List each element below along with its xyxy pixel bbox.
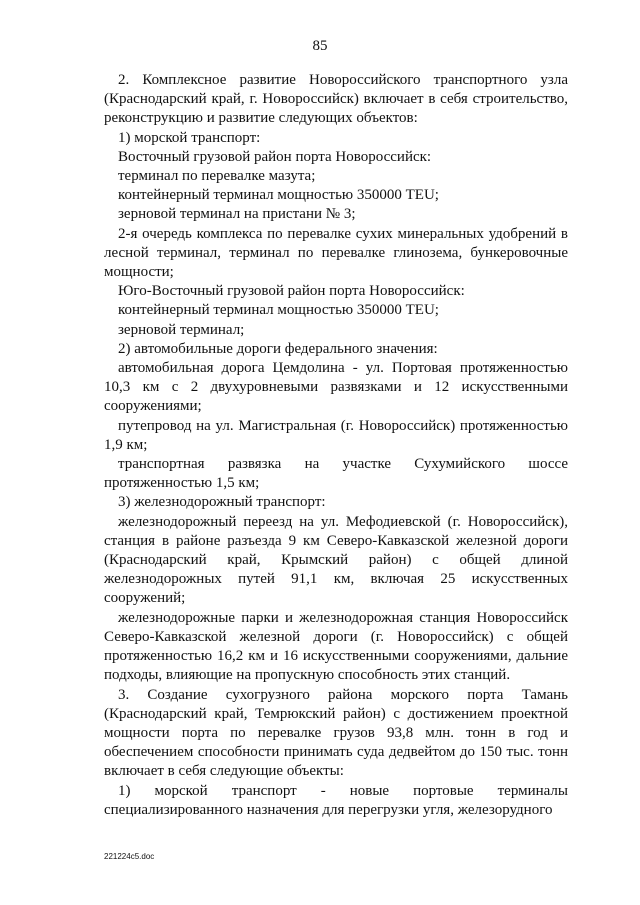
paragraph: 2. Комплексное развитие Новороссийского транспортного узла (Краснодарский край, г. Новороссийск) включает в себя строительство, реконструкцию и развитие следующих объектов:: [104, 72, 568, 127]
paragraph: железнодорожные парки и железнодорожная станция Новороссийск Северо-Кавказской железной дороги (г. Новороссийск) с общей протяженностью 16,2 км и 16 искусственными сооружениями, дальние подходы, влияющие на пропускную способность этих станций.: [104, 609, 568, 684]
paragraph: 2-я очередь комплекса по перевалке сухих минеральных удобрений в лесной терминал, терминал по перевалке глинозема, бункеровочные мощности;: [104, 225, 568, 281]
paragraph: путепровод на ул. Магистральная (г. Новороссийск) протяженностью 1,9 км;: [104, 417, 568, 453]
document-body: [104, 71, 568, 820]
paragraph: 1) морской транспорт:: [118, 129, 261, 146]
paragraph: контейнерный терминал мощностью 350000 TEU;: [118, 302, 439, 319]
paragraph: транспортная развязка на участке Сухумийского шоссе протяженностью 1,5 км;: [104, 456, 568, 492]
paragraph: зерновой терминал;: [118, 321, 245, 338]
paragraph: зерновой терминал на пристани № 3;: [118, 206, 356, 223]
paragraph: 2) автомобильные дороги федерального значения:: [118, 340, 438, 357]
footer-file-name: 221224c5.doc: [104, 852, 155, 861]
paragraph: контейнерный терминал мощностью 350000 TEU;: [118, 187, 439, 204]
paragraph: автомобильная дорога Цемдолина - ул. Портовая протяженностью 10,3 км с 2 двухуровневыми развязками и 12 искусственными сооружениями;: [104, 360, 568, 415]
paragraph: 1) морской транспорт - новые портовые терминалы специализированного назначения для перегрузки угля, железорудного: [104, 782, 568, 818]
paragraph: 3. Создание сухогрузного района морского порта Тамань (Краснодарский край, Темрюкский район) с достижением проектной мощности порта по перевалке грузов 93,8 млн. тонн в год и обеспечением способности принимать суда дедвейтом до 150 тыс. тонн включает в себя следующие объекты:: [104, 686, 568, 780]
paragraph: терминал по перевалке мазута;: [118, 168, 316, 185]
paragraph: Восточный грузовой район порта Новороссийск:: [118, 148, 432, 165]
paragraph: 3) железнодорожный транспорт:: [118, 494, 326, 511]
paragraph: Юго-Восточный грузовой район порта Новороссийск:: [118, 283, 465, 300]
page-number: 85: [312, 38, 328, 54]
paragraph: железнодорожный переезд на ул. Мефодиевской (г. Новороссийск), станция в районе разъезда 9 км Северо-Кавказской железной дороги (Краснодарский край, Крымский район) с общей длиной железнодорожных путей 91,1 км, включая 25 искусственных сооружений;: [104, 513, 568, 607]
